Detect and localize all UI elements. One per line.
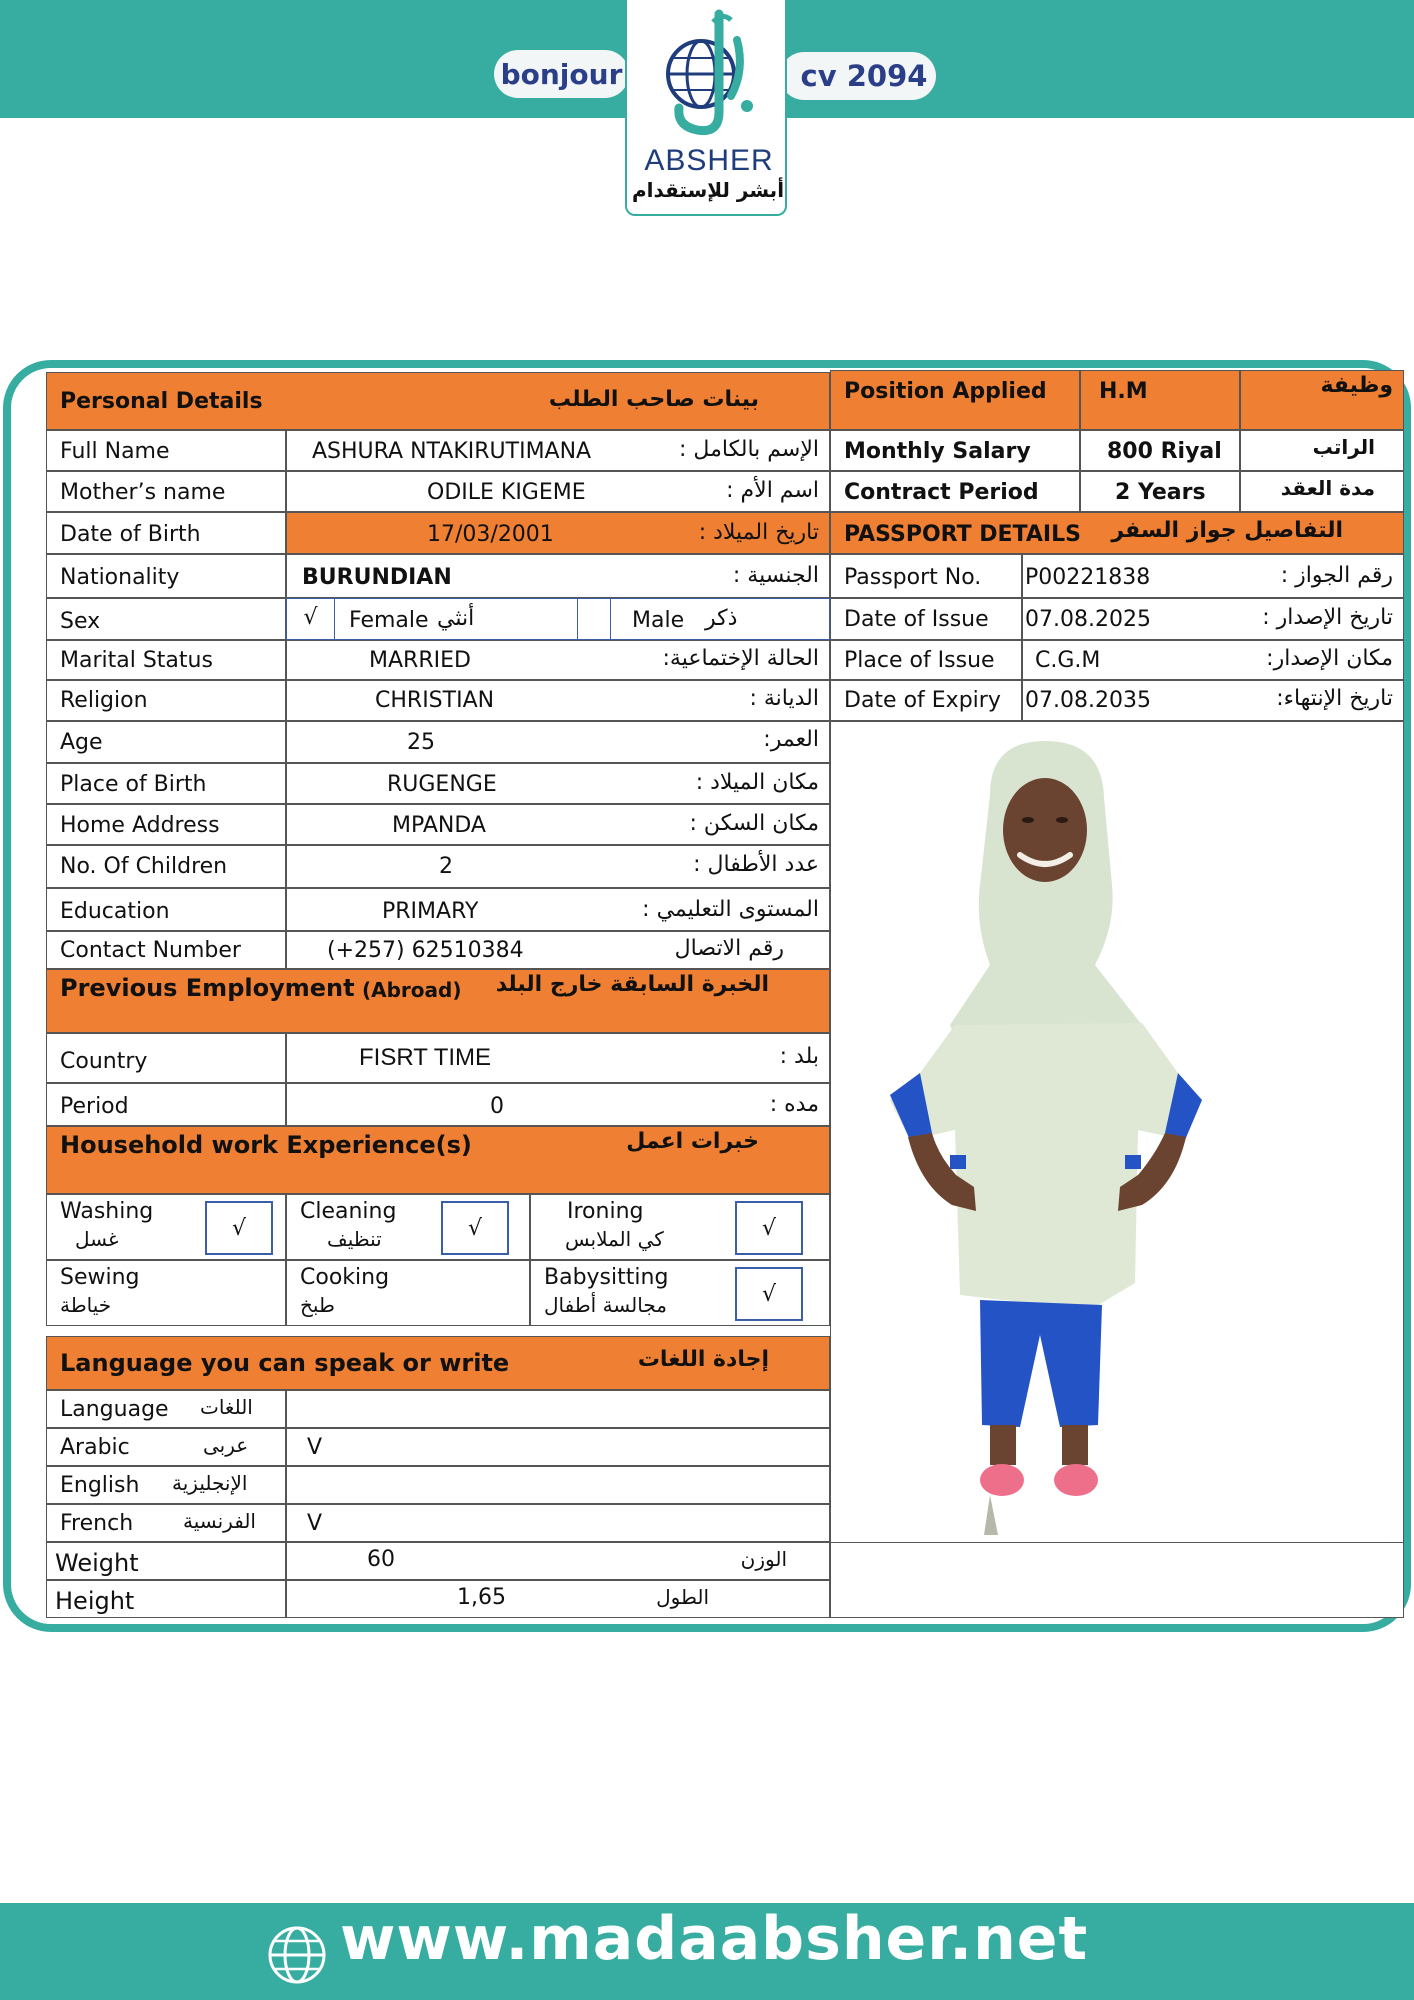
french-label-ar: الفرنسية [183, 1509, 256, 1533]
passport-header [830, 512, 1404, 554]
logo-mark-icon [627, 0, 789, 150]
full-name-value: ASHURA NTAKIRUTIMANA [312, 439, 592, 464]
birth-place-label-ar: مكان الميلاد : [695, 770, 819, 795]
female-checkbox[interactable] [287, 599, 335, 639]
religion-label: Religion [60, 688, 148, 713]
education-label-cell [46, 888, 286, 931]
dob-label-cell [46, 512, 286, 554]
birth-place-label: Place of Birth [60, 772, 207, 797]
education-label: Education [60, 899, 170, 924]
issue-place-label: Place of Issue [844, 648, 995, 673]
height-value-cell [286, 1580, 830, 1618]
contract-ar-cell [1240, 471, 1404, 512]
contract-value-cell [1080, 471, 1240, 512]
mother-name-value: ODILE KIGEME [427, 480, 586, 505]
full-name-value-cell [286, 430, 830, 471]
washing-label-ar: غسل [75, 1227, 119, 1251]
cooking-label: Cooking [300, 1265, 390, 1290]
passport-no-value-cell [1022, 554, 1404, 598]
marital-label-ar: الحالة الإختماعية: [662, 646, 819, 671]
birth-place-label-cell [46, 763, 286, 804]
issue-date-value-cell [1022, 598, 1404, 640]
employment-title: Previous Employment [60, 974, 355, 1002]
marital-label-cell [46, 640, 286, 680]
babysitting-cell [530, 1260, 830, 1326]
salary-label-ar: الراتب [1312, 435, 1375, 459]
washing-label: Washing [60, 1199, 154, 1224]
cleaning-label: Cleaning [300, 1199, 397, 1224]
candidate-photo [880, 735, 1250, 1535]
english-cell [46, 1466, 286, 1504]
expiry-value: 07.08.2035 [1025, 688, 1151, 713]
greeting-pill: bonjour [494, 50, 629, 98]
sewing-cell [46, 1260, 286, 1326]
country-label: Country [60, 1049, 148, 1074]
contract-label: Contract Period [844, 480, 1039, 505]
personal-details-header [46, 372, 830, 430]
age-label: Age [60, 730, 103, 755]
contract-value: 2 Years [1115, 480, 1206, 505]
languages-title: Language you can speak or write [60, 1349, 510, 1377]
language-header-label-ar: اللغات [200, 1395, 253, 1419]
photo-panel-bottom [830, 1542, 1404, 1618]
logo-arabic: أبشر للإستقدام [631, 178, 785, 202]
height-label-cell [46, 1580, 286, 1618]
mother-name-label-ar: اسم الأم : [726, 478, 819, 503]
religion-label-cell [46, 680, 286, 721]
contact-value-cell [286, 931, 830, 969]
issue-date-label-cell [830, 598, 1022, 640]
absher-logo [625, 0, 787, 216]
babysitting-checkbox[interactable]: √ [735, 1267, 803, 1321]
religion-label-ar: الديانة : [749, 686, 819, 711]
french-value-cell [286, 1504, 830, 1542]
passport-title-ar: التفاصيل جواز السفر [1111, 518, 1343, 543]
washing-checkbox[interactable]: √ [205, 1201, 273, 1255]
marital-value-cell [286, 640, 830, 680]
employment-title-ar: الخبرة السابقة خارج البلد [495, 972, 769, 997]
babysitting-label-ar: مجالسة أطفال [544, 1293, 667, 1317]
english-value-cell [286, 1466, 830, 1504]
employment-title-small: (Abroad) [362, 978, 462, 1002]
dob-value: 17/03/2001 [427, 522, 554, 547]
period-value-cell [286, 1083, 830, 1126]
language-header-label: Language [60, 1397, 169, 1422]
male-checkbox[interactable] [577, 599, 611, 639]
position-ar-cell [1240, 370, 1404, 430]
contact-label-cell [46, 931, 286, 969]
age-label-ar: العمر: [763, 727, 819, 752]
french-label: French [60, 1511, 134, 1536]
website-link[interactable]: www.madaabsher.net [340, 1904, 1089, 1974]
marital-label: Marital Status [60, 648, 213, 673]
language-header-cell [46, 1390, 286, 1428]
expiry-label-ar: تاريخ الإنتهاء: [1276, 686, 1393, 711]
expiry-value-cell [1022, 680, 1404, 721]
dob-label-ar: تاريخ الميلاد : [698, 520, 819, 545]
salary-value: 800 Riyal [1107, 439, 1222, 464]
cleaning-checkbox[interactable]: √ [441, 1201, 509, 1255]
languages-title-ar: إجادة اللغات [637, 1347, 769, 1372]
english-label: English [60, 1473, 140, 1498]
issue-date-value: 07.08.2025 [1025, 607, 1151, 632]
arabic-label-ar: عربى [203, 1433, 249, 1457]
full-name-label: Full Name [60, 439, 170, 464]
period-value: 0 [490, 1094, 504, 1119]
position-value: H.M [1099, 379, 1148, 404]
issue-place-label-ar: مكان الإصدار: [1266, 646, 1393, 671]
contact-value: (+257) 62510384 [327, 938, 524, 963]
salary-value-cell [1080, 430, 1240, 471]
male-label: Male [632, 608, 685, 633]
full-name-label-ar: الإسم بالكامل : [679, 437, 819, 462]
english-label-ar: الإنجليزية [172, 1471, 248, 1495]
personal-details-title-ar: بينات صاحب الطلب [548, 387, 759, 412]
height-value: 1,65 [457, 1585, 506, 1610]
language-header-value-cell [286, 1390, 830, 1428]
position-label-ar: وظيفة [1320, 373, 1393, 398]
period-label-cell [46, 1083, 286, 1126]
household-title-ar: خبرات اعمل [626, 1129, 759, 1154]
country-label-ar: بلد : [779, 1044, 819, 1069]
babysitting-label: Babysitting [544, 1265, 669, 1290]
dob-value-cell [286, 512, 830, 554]
female-label-ar: أنثي [437, 606, 475, 631]
female-label: Female [349, 608, 429, 633]
arabic-cell [46, 1428, 286, 1466]
sex-value-cell [286, 598, 830, 640]
issue-date-label: Date of Issue [844, 607, 989, 632]
arabic-value: V [307, 1435, 323, 1460]
household-header [46, 1126, 830, 1194]
education-value-cell [286, 888, 830, 931]
children-label-cell [46, 845, 286, 888]
height-label: Height [55, 1587, 135, 1615]
weight-label: Weight [55, 1549, 139, 1577]
nationality-label-ar: الجنسية : [732, 563, 819, 588]
globe-icon [266, 1924, 328, 1986]
ironing-cell [530, 1194, 830, 1260]
education-label-ar: المستوى التعليمي : [642, 897, 819, 922]
children-value: 2 [439, 854, 453, 879]
position-label: Position Applied [844, 379, 1047, 404]
weight-label-ar: الوزن [740, 1547, 787, 1571]
birth-place-value: RUGENGE [387, 772, 497, 797]
nationality-label: Nationality [60, 565, 180, 590]
sex-label-cell [46, 598, 286, 640]
ironing-label: Ironing [567, 1199, 644, 1224]
age-value: 25 [407, 730, 435, 755]
ironing-checkbox[interactable]: √ [735, 1201, 803, 1255]
cooking-cell [286, 1260, 530, 1326]
education-value: PRIMARY [382, 899, 479, 924]
household-title: Household work Experience(s) [60, 1131, 472, 1159]
address-label-ar: مكان السكن : [689, 811, 819, 836]
contract-label-cell [830, 471, 1080, 512]
french-cell [46, 1504, 286, 1542]
passport-no-label: Passport No. [844, 565, 982, 590]
mother-name-label-cell [46, 471, 286, 512]
passport-no-value: P00221838 [1025, 565, 1151, 590]
cleaning-cell [286, 1194, 530, 1260]
address-label: Home Address [60, 813, 220, 838]
address-value: MPANDA [392, 813, 486, 838]
nationality-value-cell [286, 554, 830, 598]
weight-value-cell [286, 1542, 830, 1580]
languages-header [46, 1336, 830, 1390]
sex-label: Sex [60, 609, 101, 634]
contact-label-ar: رقم الاتصال [674, 936, 784, 961]
arabic-value-cell [286, 1428, 830, 1466]
cv-number-pill: cv 2094 [780, 52, 936, 100]
weight-value: 60 [367, 1547, 395, 1572]
ironing-label-ar: كي الملابس [565, 1227, 664, 1251]
nationality-label-cell [46, 554, 286, 598]
issue-place-label-cell [830, 640, 1022, 680]
children-label-ar: عدد الأطفال : [693, 852, 819, 877]
country-label-cell [46, 1033, 286, 1083]
age-value-cell [286, 721, 830, 763]
salary-label: Monthly Salary [844, 439, 1031, 464]
cooking-label-ar: طبخ [300, 1293, 335, 1317]
children-label: No. Of Children [60, 854, 228, 879]
children-value-cell [286, 845, 830, 888]
passport-title: PASSPORT DETAILS [844, 522, 1081, 547]
address-label-cell [46, 804, 286, 845]
dob-label: Date of Birth [60, 522, 201, 547]
passport-no-label-cell [830, 554, 1022, 598]
passport-no-label-ar: رقم الجواز : [1280, 563, 1393, 588]
personal-details-title: Personal Details [60, 389, 263, 414]
period-label: Period [60, 1094, 129, 1119]
mother-name-value-cell [286, 471, 830, 512]
period-label-ar: مده : [769, 1092, 819, 1117]
marital-value: MARRIED [369, 648, 471, 673]
expiry-label: Date of Expiry [844, 688, 1001, 713]
position-label-cell [830, 370, 1080, 430]
contact-label: Contact Number [60, 938, 241, 963]
expiry-label-cell [830, 680, 1022, 721]
religion-value-cell [286, 680, 830, 721]
logo-wordmark: ABSHER [644, 144, 774, 177]
issue-place-value-cell [1022, 640, 1404, 680]
salary-ar-cell [1240, 430, 1404, 471]
nationality-value: BURUNDIAN [302, 565, 452, 590]
contract-label-ar: مدة العقد [1280, 476, 1375, 500]
sewing-label-ar: خياطة [60, 1293, 112, 1317]
country-value: FISRT TIME [359, 1044, 492, 1071]
salary-label-cell [830, 430, 1080, 471]
issue-date-label-ar: تاريخ الإصدار : [1262, 605, 1393, 630]
mother-name-label: Mother’s name [60, 480, 226, 505]
french-value: V [307, 1511, 323, 1536]
washing-cell [46, 1194, 286, 1260]
employment-header [46, 969, 830, 1033]
issue-place-value: C.G.M [1035, 648, 1101, 673]
arabic-label: Arabic [60, 1435, 130, 1460]
height-label-ar: الطول [656, 1585, 709, 1609]
birth-place-value-cell [286, 763, 830, 804]
sewing-label: Sewing [60, 1265, 140, 1290]
position-value-cell [1080, 370, 1240, 430]
female-check-mark: √ [303, 605, 318, 630]
country-value-cell [286, 1033, 830, 1083]
weight-label-cell [46, 1542, 286, 1580]
cleaning-label-ar: تنظيف [327, 1227, 382, 1251]
full-name-label-cell [46, 430, 286, 471]
male-label-ar: ذكر [705, 606, 738, 631]
age-label-cell [46, 721, 286, 763]
religion-value: CHRISTIAN [375, 688, 495, 713]
address-value-cell [286, 804, 830, 845]
